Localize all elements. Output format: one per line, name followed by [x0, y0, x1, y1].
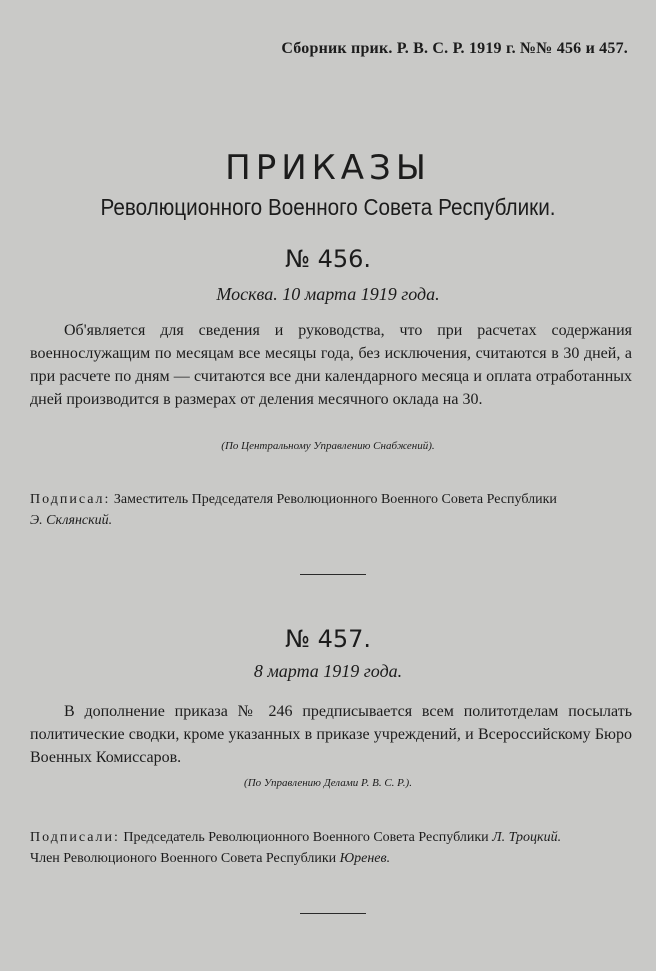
signer-name-1: Л. Троцкий.	[492, 830, 562, 845]
order-456-number: № 456.	[284, 245, 372, 273]
order-456-signature	[30, 489, 636, 531]
order-457-date: 8 марта 1919 года.	[253, 661, 403, 681]
order-457-source: (По Управлению Делами Р. В. С. Р.).	[244, 777, 412, 789]
signed-label: Подписал:	[30, 492, 111, 507]
signed-title-2: Член Революционого Военного Совета Республики	[30, 851, 340, 866]
signer-name: Э. Склянский.	[30, 513, 113, 528]
page-title: ПРИКАЗЫ	[225, 148, 431, 188]
order-457-signature	[30, 827, 636, 869]
signed-title: Заместитель Председателя Революционного Военного Совета Республики	[110, 492, 557, 507]
section-divider	[300, 913, 366, 914]
page-subtitle: Революционного Военного Совета Республики.	[100, 194, 556, 220]
signed-title-1: Председатель Революционного Военного Совета Республики	[119, 830, 493, 845]
section-divider	[300, 574, 366, 575]
order-457-body: В дополнение приказа № 246 предписывается всем политотделам посылать политические сводки, кроме указанных в приказе учреждений, и Всероссийскому Бюро Военных Комиссаров.	[30, 703, 632, 766]
collection-header: Сборник прик. Р. В. С. Р. 1919 г. №№ 456 и 457.	[281, 40, 628, 57]
signed-label: Подписали:	[30, 830, 120, 845]
order-456-body: Об'является для сведения и руководства, что при расчетах содержания военнослужащим по месяцам все месяцы года, без исключения, считаются в 30 дней, а при расчете по дням — считаются все дни календарного месяца и оплата отработанных дней производится в размерах от деления месячного оклада на 30.	[30, 322, 632, 408]
order-456-source: (По Центральному Управлению Снабжений).	[221, 440, 435, 452]
signer-name-2: Юренев.	[339, 851, 391, 866]
order-457-number: № 457.	[284, 625, 372, 653]
order-456-date: Москва. 10 марта 1919 года.	[216, 284, 440, 304]
